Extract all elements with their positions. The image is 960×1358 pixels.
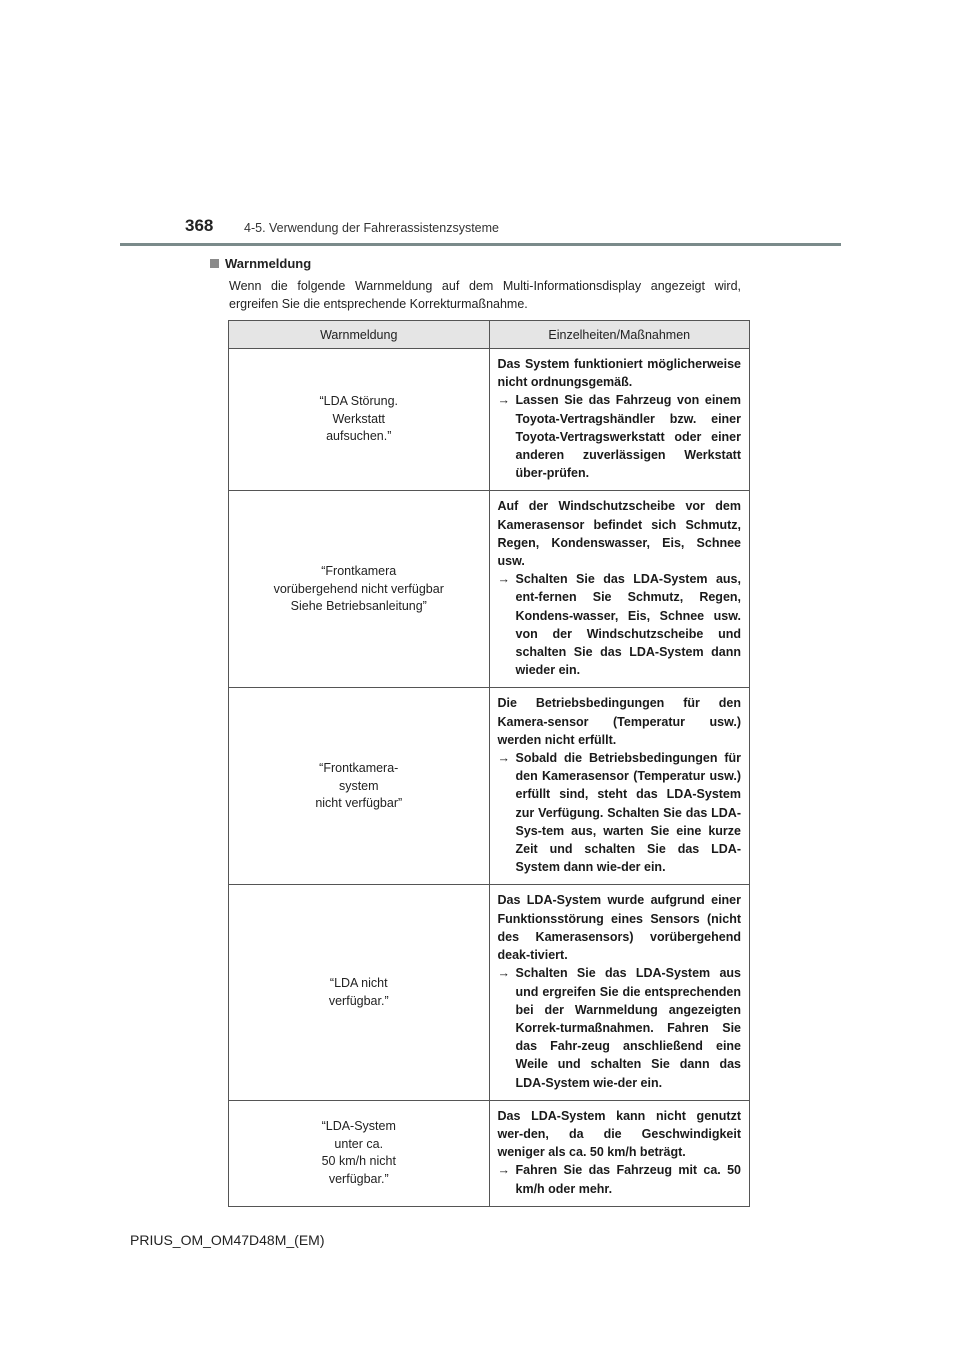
page-number: 368 bbox=[185, 216, 214, 235]
message-line: 50 km/h nicht bbox=[321, 1154, 396, 1169]
action-item bbox=[498, 749, 742, 876]
action-text: Lassen Sie das Fahrzeug von einem Toyota-Vertragshändler bzw. einer Toyota-Vertragswerkstatt oder einer anderen zuverlässigen Werkstatt über-prüfen. bbox=[515, 393, 741, 481]
action-text: Fahren Sie das Fahrzeug mit ca. 50 km/h oder mehr. bbox=[515, 1163, 741, 1196]
message-line: verfügbar.” bbox=[328, 993, 389, 1008]
details-cell bbox=[489, 349, 750, 491]
action-text: Schalten Sie das LDA-System aus und ergreifen Sie die entsprechenden bei der Warnmeldung angezeigten Korrek-turmaßnahmen. Fahren Sie das Fahr-zeug anschließend eine Weile und schalten Sie dann das LDA-System wie-der ein. bbox=[515, 966, 741, 1090]
table-row bbox=[229, 491, 750, 688]
action-text: Sobald die Betriebsbedingungen für den Kamerasensor (Temperatur usw.) erfüllt sind, steht das LDA-System zur Verfügung. Schalten Sie das LDA-Sys-tem aus, warten Sie eine kurze Zeit und schalten Sie das LDA-System dann wie-der ein. bbox=[515, 751, 741, 875]
action-text: Schalten Sie das LDA-System aus, ent-fernen Sie Schmutz, Regen, Kondens-wasser, Eis, Schnee usw. von der Windschutzscheibe und schalten Sie das LDA-System dann wieder ein. bbox=[515, 572, 741, 678]
column-header-warning: Warnmeldung bbox=[229, 321, 490, 349]
arrow-right-icon: → bbox=[497, 751, 510, 766]
warning-message-cell bbox=[229, 491, 490, 688]
arrow-right-icon: → bbox=[497, 572, 510, 587]
message-line: “LDA-System bbox=[321, 1119, 396, 1134]
message-line: “Frontkamera bbox=[321, 564, 397, 579]
cause-text: Das System funktioniert möglicherweise nicht ordnungsgemäß. bbox=[497, 357, 741, 390]
message-line: Siehe Betriebsanleitung” bbox=[290, 599, 427, 614]
message-line: aufsuchen.” bbox=[326, 429, 392, 444]
table-header-row bbox=[229, 321, 750, 349]
arrow-right-icon: → bbox=[497, 966, 510, 981]
message-line: unter ca. bbox=[334, 1136, 384, 1151]
action-item bbox=[498, 964, 742, 1091]
cause-text: Die Betriebsbedingungen für den Kamera-sensor (Temperatur usw.) werden nicht erfüllt. bbox=[497, 696, 741, 747]
column-header-details: Einzelheiten/Maßnahmen bbox=[489, 321, 750, 349]
warning-message-cell bbox=[229, 349, 490, 491]
action-item bbox=[498, 570, 742, 679]
cause-text: Auf der Windschutzscheibe vor dem Kamerasensor befindet sich Schmutz, Regen, Kondenswasser, Eis, Schnee usw. bbox=[497, 499, 741, 569]
header-rule bbox=[120, 243, 841, 246]
message-line: nicht verfügbar” bbox=[315, 796, 403, 811]
details-cell bbox=[489, 688, 750, 885]
section-title: 4-5. Verwendung der Fahrerassistenzsysteme bbox=[244, 221, 499, 235]
table-row bbox=[229, 688, 750, 885]
square-bullet-icon bbox=[210, 259, 219, 268]
details-cell bbox=[489, 1100, 750, 1206]
warning-message-cell bbox=[229, 688, 490, 885]
message-line: “LDA Störung. bbox=[319, 394, 398, 409]
arrow-right-icon: → bbox=[497, 1163, 510, 1178]
warning-message-cell bbox=[229, 885, 490, 1100]
message-line: “Frontkamera- bbox=[319, 761, 399, 776]
cause-text: Das LDA-System wurde aufgrund einer Funktionsstörung eines Sensors (nicht des Kamerasensors) vorübergehend deak-tiviert. bbox=[497, 893, 741, 963]
arrow-right-icon: → bbox=[497, 393, 510, 408]
intro-paragraph: Wenn die folgende Warnmeldung auf dem Multi-Informationsdisplay angezeigt wird, ergreifen Sie die entsprechende Korrekturmaßnahme. bbox=[229, 279, 741, 311]
table-row bbox=[229, 349, 750, 491]
warning-table bbox=[228, 320, 750, 1207]
message-line: vorübergehend nicht verfügbar bbox=[273, 581, 444, 596]
details-cell bbox=[489, 885, 750, 1100]
action-item bbox=[498, 1161, 742, 1197]
message-line: system bbox=[338, 778, 379, 793]
table-row bbox=[229, 885, 750, 1100]
message-line: “LDA nicht bbox=[329, 976, 388, 991]
footer-doc-id: PRIUS_OM_OM47D48M_(EM) bbox=[130, 1232, 325, 1248]
table-row bbox=[229, 1100, 750, 1206]
details-cell bbox=[489, 491, 750, 688]
message-line: verfügbar.” bbox=[328, 1171, 389, 1186]
message-line: Werkstatt bbox=[332, 411, 386, 426]
warning-heading bbox=[210, 256, 311, 271]
action-item bbox=[498, 391, 742, 482]
cause-text: Das LDA-System kann nicht genutzt wer-den, da die Geschwindigkeit weniger als ca. 50 km/h beträgt. bbox=[497, 1108, 741, 1160]
warning-heading-text: Warnmeldung bbox=[225, 256, 312, 271]
warning-message-cell bbox=[229, 1100, 490, 1206]
